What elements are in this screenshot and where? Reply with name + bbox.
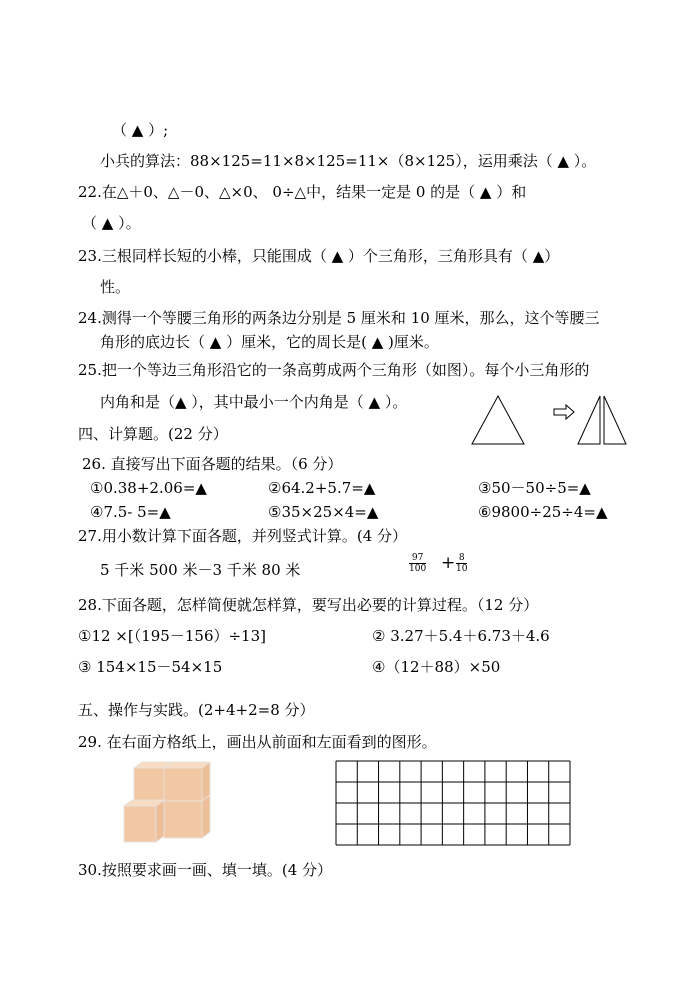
fraction-denominator: 100 — [409, 564, 427, 574]
fraction-numerator: 97 — [409, 553, 426, 564]
q26-item-1: ①0.38+2.06=▲ — [90, 479, 207, 497]
q28-item-4: ④（12＋88）×50 — [372, 658, 501, 676]
question-30: 30.按照要求画一画、填一填。(4 分） — [78, 861, 333, 879]
line-xiaobing-method: 小兵的算法：88×125=11×8×125=11×（8×125），运用乘法（ ▲ ）。 — [100, 152, 597, 170]
plus-sign: + — [441, 553, 456, 573]
q27-item-1: 5 千米 500 米－3 千米 80 米 — [100, 561, 301, 579]
question-29: 29. 在右面方格纸上，画出从前面和左面看到的图形。 — [78, 733, 437, 751]
fraction-numerator: 8 — [456, 553, 467, 564]
q26-item-3: ③50－50÷5=▲ — [478, 479, 591, 497]
stacked-cubes-figure — [122, 760, 214, 844]
half-triangle-right — [604, 396, 626, 444]
triangle-cut-figure — [470, 392, 640, 448]
question-25-cont: 内角和是（▲ ），其中最小一个内角是（ ▲ ）。 — [100, 393, 408, 411]
question-23: 23.三根同样长短的小棒，只能围成（ ▲ ）个三角形，三角形具有（ ▲） — [78, 247, 560, 265]
q28-item-3: ③ 154×15－54×15 — [78, 658, 223, 676]
question-24-cont: 角形的底边长（ ▲ ）厘米，它的周长是( ▲ )厘米。 — [100, 333, 439, 351]
q26-item-4: ④7.5- 5=▲ — [90, 503, 171, 521]
q28-item-2: ② 3.27＋5.4＋6.73＋4.6 — [372, 627, 550, 645]
half-triangle-left — [578, 396, 600, 444]
right-arrow-icon — [554, 405, 574, 419]
section-4-title: 四、计算题。(22 分） — [78, 425, 228, 443]
question-24: 24.测得一个等腰三角形的两条边分别是 5 厘米和 10 厘米，那么，这个等腰三 — [78, 309, 600, 327]
square-grid-paper — [335, 760, 571, 846]
q26-item-5: ⑤35×25×4=▲ — [268, 503, 379, 521]
equilateral-triangle — [472, 396, 524, 444]
q26-item-2: ②64.2+5.7=▲ — [268, 479, 376, 497]
section-5-title: 五、操作与实践。(2+4+2=8 分） — [78, 701, 315, 719]
question-25: 25.把一个等边三角形沿它的一条高剪成两个三角形（如图）。每个小三角形的 — [78, 361, 590, 379]
question-22: 22.在△＋0、△－0、△×0、 0÷△中，结果一定是 0 的是（ ▲ ）和 — [78, 183, 527, 201]
question-22-cont: （ ▲ ）。 — [82, 214, 141, 232]
q26-item-6: ⑥9800÷25÷4=▲ — [478, 503, 608, 521]
fraction-8-10 — [456, 553, 467, 574]
line-blank-answer: （ ▲ ）; — [112, 121, 169, 139]
question-23-cont: 性。 — [100, 278, 131, 296]
question-27: 27.用小数计算下面各题，并列竖式计算。(4 分） — [78, 527, 408, 545]
q28-item-1: ①12 ×[（195－156）÷13] — [78, 627, 266, 645]
fraction-97-100 — [409, 553, 426, 574]
question-28: 28.下面各题，怎样简便就怎样算，要写出必要的计算过程。（12 分） — [78, 596, 539, 614]
fraction-denominator: 10 — [456, 564, 468, 574]
question-26: 26. 直接写出下面各题的结果。（6 分） — [82, 455, 343, 473]
